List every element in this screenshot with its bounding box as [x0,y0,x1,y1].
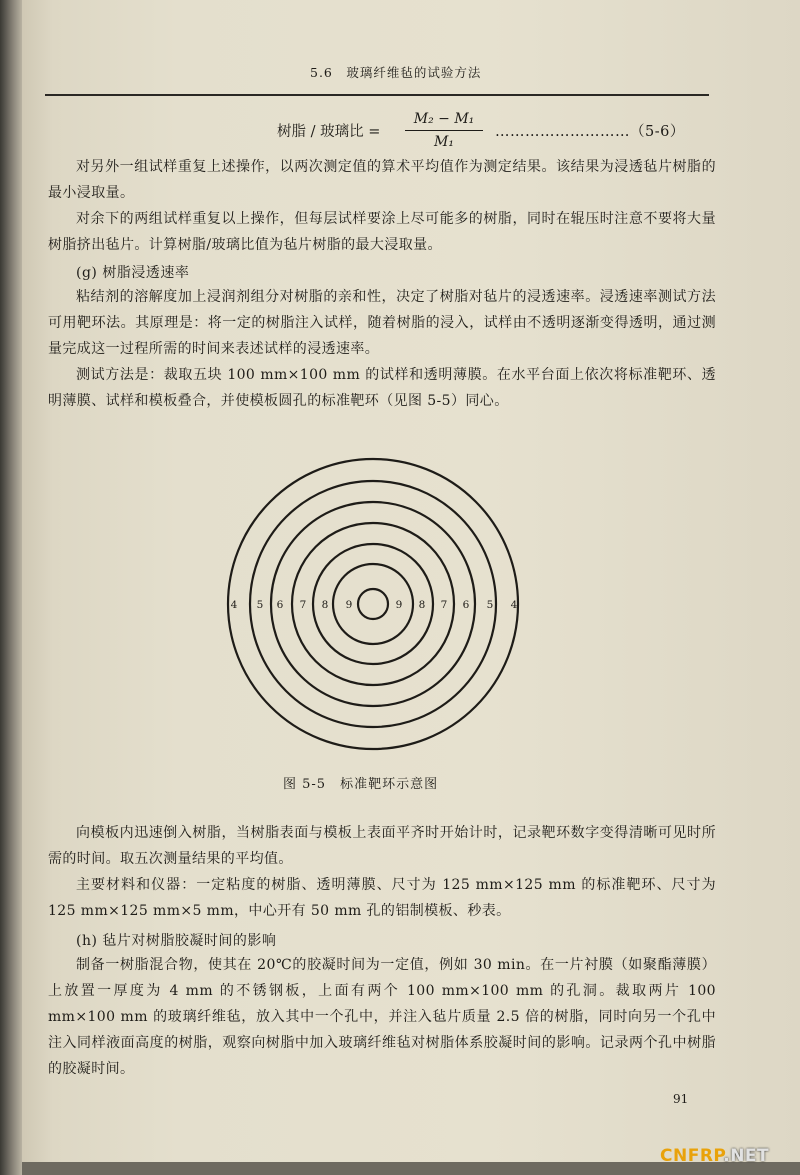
label-left-5: 5 [256,599,264,611]
paragraph-6: 主要材料和仪器：一定粘度的树脂、透明薄膜、尺寸为 125 mm×125 mm 的标准靶环、尺寸为 125 mm×125 mm×5 mm，中心开有 50 mm 孔的铝制模板、秒表。 [48,877,716,919]
formula-numerator: M₂ − M₁ [413,111,475,127]
paragraph-4: 测试方法是：裁取五块 100 mm×100 mm 的试样和透明薄膜。在水平台面上依次将标准靶环、透明薄膜、试样和模板叠合，并使模板圆孔的标准靶环（见图 5-5）同心。 [48,367,716,409]
figure-caption: 图 5-5 标准靶环示意图 [283,777,439,792]
site-watermark [660,1146,769,1166]
heading-g: (g) 树脂浸透速率 [76,265,190,281]
label-right-7: 7 [440,599,448,611]
equation-number: ………………………（5-6） [495,124,685,140]
page-number: 91 [673,1092,689,1106]
paragraph-5: 向模板内迅速倒入树脂，当树脂表面与模板上表面平齐时开始计时，记录靶环数字变得清晰可见时所需的时间。取五次测量结果的平均值。 [48,825,716,867]
ring-7 [292,523,454,685]
fraction-bar [405,130,483,131]
paragraph-7: 制备一树脂混合物，使其在 20℃的胶凝时间为一定值，例如 30 min。在一片衬膜（如聚酯薄膜）上放置一厚度为 4 mm 的不锈钢板，上面有两个 100 mm×100 mm 的孔洞。裁取两片 100 mm×100 mm 的玻璃纤维毡，放入其中一个孔中，并注入毡片质量 2.5 倍的树脂，同时向另一个孔中注入同样液面高度的树脂，观察向树脂中加入玻璃纤维毡对树脂体系胶凝时间的影响。记录两个孔中树脂的胶凝时间。 [48,957,716,1077]
running-header: 5.6 玻璃纤维毡的试验方法 [310,65,482,80]
paragraph-1: 对另外一组试样重复上述操作，以两次测定值的算术平均值作为测定结果。该结果为浸透毡片树脂的最小浸取量。 [48,159,716,201]
book-spine [0,0,22,1175]
watermark-brand: CNFRP [660,1146,724,1166]
label-left-4: 4 [230,599,238,611]
ring-8 [313,544,433,664]
label-right-9: 9 [395,599,403,611]
paragraph-3: 粘结剂的溶解度加上浸润剂组分对树脂的亲和性，决定了树脂对毡片的浸透速率。浸透速率测试方法可用靶环法。其原理是：将一定的树脂注入试样，随着树脂的浸入，试样由不透明逐渐变得透明，通过测量完成这一过程所需的时间来表述试样的浸透速率。 [48,289,716,357]
formula-lhs: 树脂 / 玻璃比 = [277,124,381,140]
formula-denominator: M₁ [434,134,454,150]
label-left-9: 9 [345,599,353,611]
heading-h: (h) 毡片对树脂胶凝时间的影响 [76,933,277,949]
paragraph-2: 对余下的两组试样重复以上操作，但每层试样要涂上尽可能多的树脂，同时在辊压时注意不要将大量树脂挤出毡片。计算树脂/玻璃比值为毡片树脂的最大浸取量。 [48,211,716,253]
label-right-8: 8 [418,599,426,611]
label-left-6: 6 [276,599,284,611]
ring-5 [250,481,496,727]
watermark-domain: .NET [723,1146,770,1166]
equation-5-6 [277,110,717,152]
label-right-6: 6 [462,599,470,611]
header-rule [45,94,709,96]
label-left-8: 8 [321,599,329,611]
center-hole [358,589,388,619]
label-right-5: 5 [486,599,494,611]
target-ring-figure [218,456,528,766]
label-right-4: 4 [510,599,518,611]
label-left-7: 7 [299,599,307,611]
formula-fraction [405,110,483,151]
